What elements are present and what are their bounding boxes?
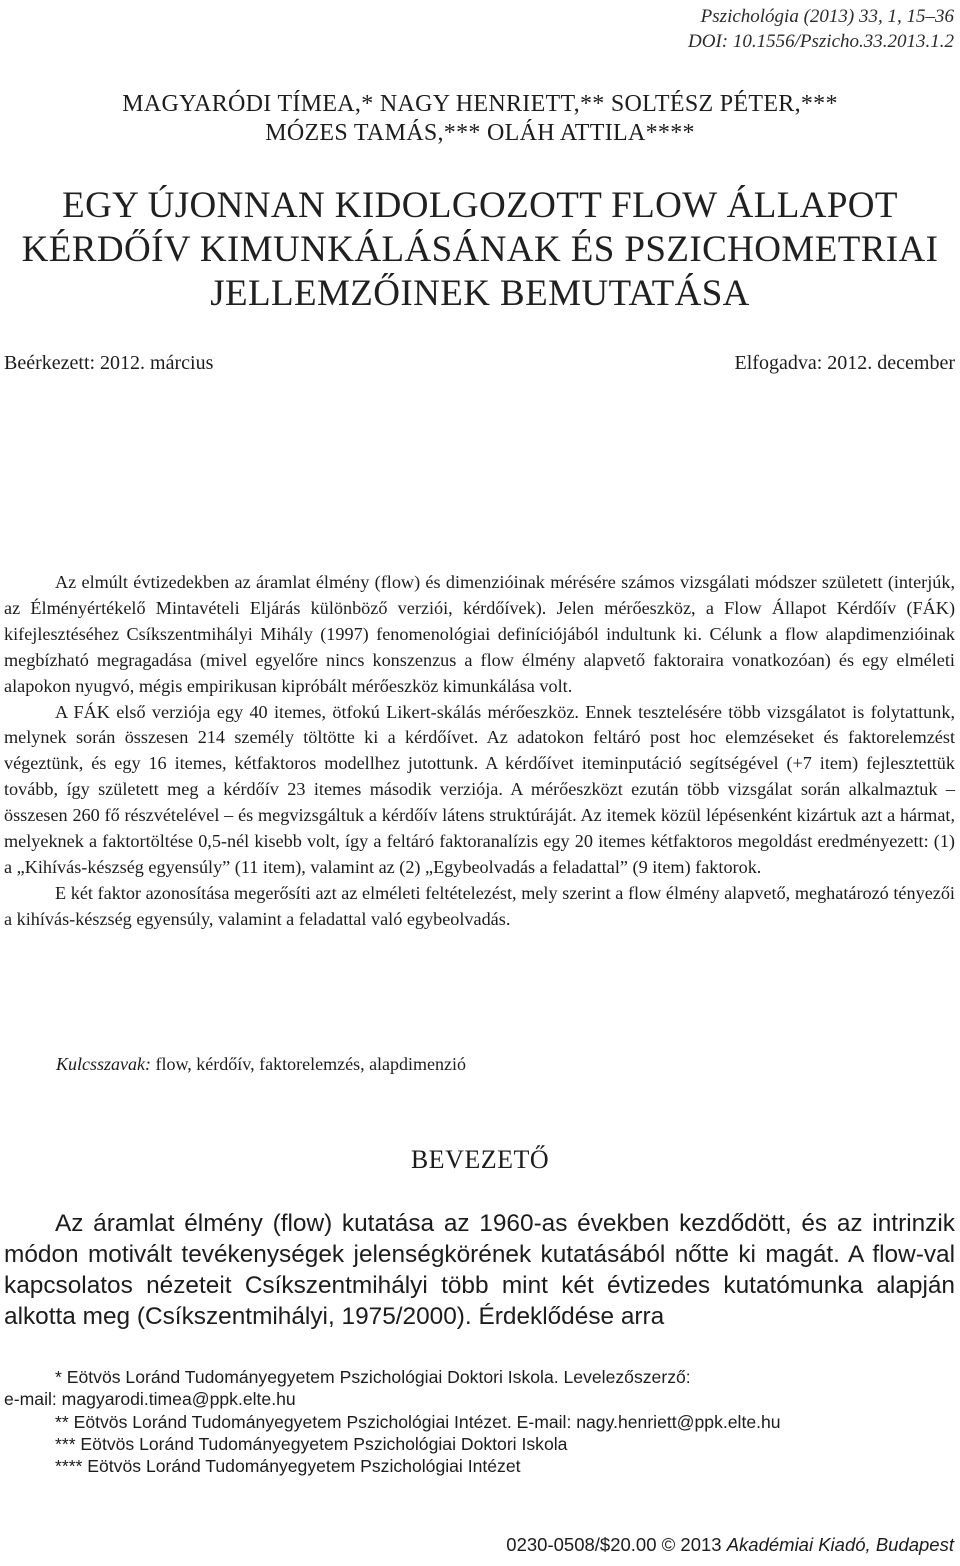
abstract-paragraph-2: A FÁK első verziója egy 40 itemes, ötfokú Likert-skálás mérőeszköz. Ennek tesztelésére több vizsgálatot is folytattunk, melynek során összesen 214 személy töltötte ki a kérdőívet. Az adatokon feltáró post hoc elemzéseket és faktorelemzést végeztünk, és egy 16 itemes, kétfaktoros modellhez jutottunk. A kérdőívet iteminputáció segítségével (+7 item) fejlesztettük tovább, így született meg a kérdőív 23 itemes második verziója. A mérőeszközt ezután több vizsgálat során alkalmaztuk – összesen 260 fő részvételével – és megvizsgáltuk a kérdőív látens struktúráját. Az itemek közül lépésenként kizártuk azt a hármat, melyeknek a faktortöltése 0,5-nél kisebb volt, így a feltáró faktoranalízis egy 20 itemes kétfaktoros megoldást eredményezett: (1) a „Kihívás-készség egyensúly” (11 item), valamint az (2) „Egybeolvadás a feladattal” (9 item) faktorok. bbox=[4, 701, 955, 877]
paper-title bbox=[0, 184, 960, 316]
title-line-3: JELLEMZŐINEK BEMUTATÁSA bbox=[210, 273, 750, 314]
title-line-1: EGY ÚJONNAN KIDOLGOZOTT FLOW ÁLLAPOT bbox=[62, 185, 898, 226]
keywords-text: flow, kérdőív, faktorelemzés, alapdimenzió bbox=[150, 1054, 467, 1074]
price-code: 0230-0508/$20.00 © 2013 bbox=[506, 1534, 727, 1555]
footnote-4: **** Eötvös Loránd Tudományegyetem Pszichológiai Intézet bbox=[55, 1456, 521, 1477]
abstract-paragraph-1: Az elmúlt évtizedekben az áramlat élmény (flow) és dimenzióinak mérésére számos vizsgálati módszer született (interjúk, az Élményértékelő Mintavételi Eljárás különböző verziói, kérdőívek). Jelen mérőeszköz, a Flow Állapot Kérdőív (FÁK) kifejlesztéséhez Csíkszentmihályi Mihály (1997) fenomenológiai definíciójából indultunk ki. Célunk a flow alapdimenzióinak megbízható megragadása (mivel egyelőre nincs konszenzus a flow élmény alapvető faktoraira vonatkozóan) és egy elméleti alapokon nyugvó, mégis empirikusan kipróbált mérőeszköz kimunkálása volt. bbox=[4, 572, 955, 696]
received-date: Beérkezett: 2012. március bbox=[4, 352, 214, 374]
footnote-2: ** Eötvös Loránd Tudományegyetem Pszichológiai Intézet. E-mail: nagy.henriett@ppk.elte.hu bbox=[55, 1411, 781, 1432]
footnote-3: *** Eötvös Loránd Tudományegyetem Pszichológiai Doktori Iskola bbox=[55, 1433, 568, 1454]
journal-header bbox=[688, 4, 954, 54]
author-list bbox=[0, 90, 960, 148]
doi: DOI: 10.1556/Pszicho.33.2013.1.2 bbox=[688, 31, 954, 52]
journal-citation: Pszichológia (2013) 33, 1, 15–36 bbox=[700, 6, 954, 27]
footnote-1-email: e-mail: magyarodi.timea@ppk.elte.hu bbox=[4, 1389, 296, 1410]
abstract bbox=[4, 570, 955, 933]
copyright-line bbox=[506, 1534, 954, 1556]
keywords bbox=[56, 1054, 466, 1075]
title-line-2: KÉRDŐÍV KIMUNKÁLÁSÁNAK ÉS PSZICHOMETRIAI bbox=[21, 229, 939, 270]
keywords-label: Kulcsszavak: bbox=[56, 1054, 151, 1074]
intro-paragraph: Az áramlat élmény (flow) kutatása az 1960-as években kezdődött, és az intrinzik módon motivált tevékenységek jelenségkörének kutatásából nőtte ki magát. A flow-val kapcsolatos nézeteit Csíkszentmihályi több mint két évtizedes kutatómunka alapján alkotta meg (Csíkszentmihályi, 1975/2000). Érdeklődése arra bbox=[4, 1210, 955, 1330]
authors-line-1: MAGYARÓDI TÍMEA,* NAGY HENRIETT,** SOLTÉSZ PÉTER,*** bbox=[122, 91, 838, 117]
footnote-1: * Eötvös Loránd Tudományegyetem Pszichológiai Doktori Iskola. Levelezőszerző: bbox=[55, 1367, 691, 1387]
accepted-date: Elfogadva: 2012. december bbox=[734, 352, 955, 374]
publisher: Akadémiai Kiadó, Budapest bbox=[726, 1534, 954, 1555]
footnotes bbox=[4, 1366, 955, 1477]
abstract-paragraph-3: E két faktor azonosítása megerősíti azt az elméleti feltételezést, mely szerint a flow élmény alapvető, meghatározó tényezői a kihívás-készség egyensúly, valamint a feladattal való egybeolvadás. bbox=[4, 882, 955, 929]
authors-line-2: MÓZES TAMÁS,*** OLÁH ATTILA**** bbox=[265, 120, 695, 146]
section-heading: BEVEZETŐ bbox=[410, 1145, 550, 1174]
